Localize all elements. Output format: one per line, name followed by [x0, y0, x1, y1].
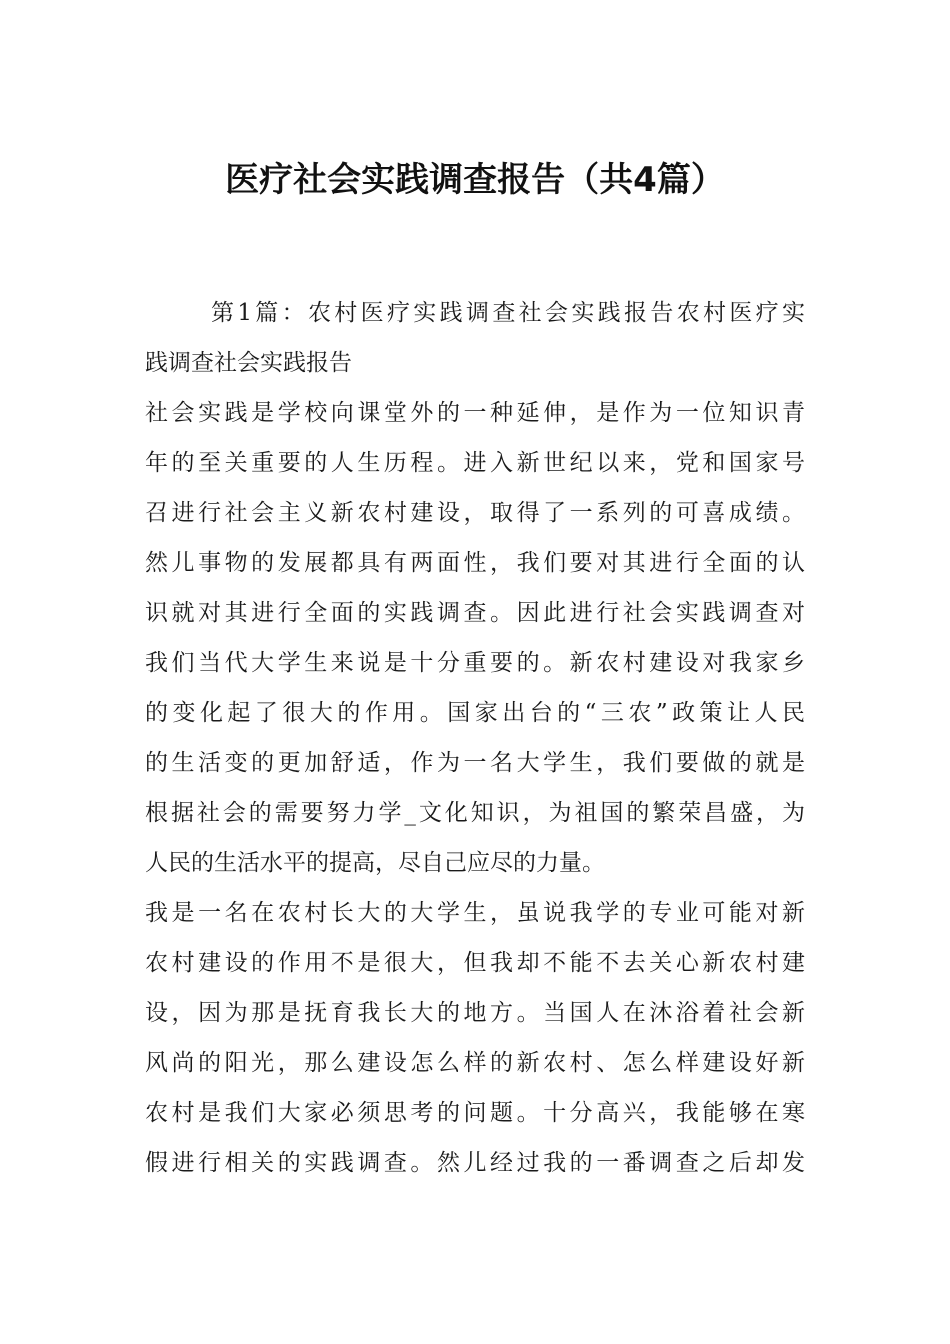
document-title: 医疗社会实践调查报告（共4篇） — [225, 160, 725, 200]
document-body — [145, 288, 805, 1188]
body-line: 召进行社会主义新农村建设，取得了一系列的可喜成绩。 — [145, 500, 805, 526]
body-line: 的变化起了很大的作用。国家出台的“三农”政策让人民 — [145, 700, 805, 726]
body-line: 识就对其进行全面的实践调查。因此进行社会实践调查对 — [145, 600, 805, 626]
body-line: 年的至关重要的人生历程。进入新世纪以来，党和国家号 — [145, 450, 805, 476]
body-line: 的生活变的更加舒适，作为一名大学生，我们要做的就是 — [145, 750, 805, 776]
body-line: 农村建设的作用不是很大，但我却不能不去关心新农村建 — [145, 950, 805, 976]
body-line: 社会实践是学校向课堂外的一种延伸，是作为一位知识青 — [145, 400, 805, 426]
body-line: 人民的生活水平的提高，尽自己应尽的力量。 — [145, 850, 605, 876]
body-line: 第1篇：农村医疗实践调查社会实践报告农村医疗实 — [211, 300, 805, 326]
body-line: 假进行相关的实践调查。然儿经过我的一番调查之后却发 — [145, 1150, 805, 1176]
body-line: 根据社会的需要努力学_文化知识，为祖国的繁荣昌盛，为 — [145, 800, 805, 826]
body-line: 设，因为那是抚育我长大的地方。当国人在沐浴着社会新 — [145, 1000, 805, 1026]
body-line: 风尚的阳光，那么建设怎么样的新农村、怎么样建设好新 — [145, 1050, 805, 1076]
body-line: 然儿事物的发展都具有两面性，我们要对其进行全面的认 — [145, 550, 805, 576]
body-line: 农村是我们大家必须思考的问题。十分高兴，我能够在寒 — [145, 1100, 805, 1126]
body-line: 我们当代大学生来说是十分重要的。新农村建设对我家乡 — [145, 650, 805, 676]
body-line: 践调查社会实践报告 — [145, 350, 352, 376]
body-line: 我是一名在农村长大的大学生，虽说我学的专业可能对新 — [145, 900, 805, 926]
